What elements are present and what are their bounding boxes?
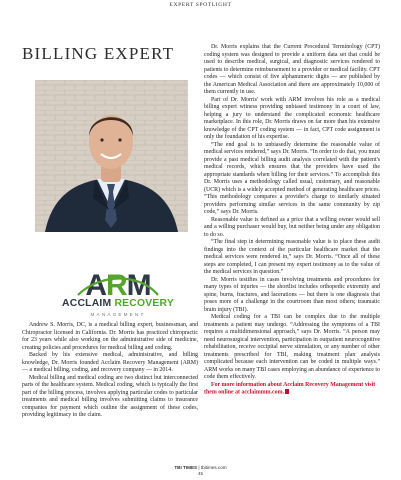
paragraph: Reasonable value is defined as a price that a willing owner would sell and a willing purchaser would buy, but neither being under any obligation to do so. [204,216,380,238]
paragraph: Dr. Morris testifies in cases involving treatments and procedures for many types of injuries — the shortlist includes orthopedic extremity and spine, burns, fractures, and lacerations — but there is one diagnosis that poses more of a challenge in the courtroom than most others; traumatic brain injury (TBI). [204,276,380,313]
cta-text[interactable]: For more information about Acclaim Recovery Management visit them online at acclaimmm.com. [204,381,376,396]
paragraph: Andrew S. Morris, DC, is a medical billing expert, businessman, and Chiropractor licensed in California. Dr. Morris has practiced chiropractic for 23 years while also working on the administrative side of medicine, creating policies and procedures for medical billing and coding. [22,322,198,351]
end-mark-icon [285,389,289,394]
logo-word-recovery: RECOVERY [114,298,174,309]
paragraph: “The final step in determining reasonable value is to place these audit findings into the context of the particular healthcare market that the medical services were rendered in,” says Dr. Morris. “Once all of these steps are completed, I can present my expert testimony as to the value of the medical services in question.” [204,239,380,275]
logo-word-acclaim: ACCLAIM [62,298,112,309]
arm-logo-mark [48,271,188,299]
paragraph: Dr. Morris explains that the Current Procedural Terminology (CPT) coding system was designed to provide a uniform data set that could be used to describe medical, surgical, and diagnostic services rendered to patients to determine reimbursement to a provider or medical facility. CPT codes — which consist of five alphanumeric digits — are published by the American Medical Association and there are approximately 10,000 of them currently in use. [204,44,380,95]
paragraph: Part of Dr. Morris' work with ARM involves his role as a medical billing expert witness providing unbiased testimony in a court of law, helping a jury to understand the complicated economic healthcare marketplace. In this role, Dr. Morris draws on far more than his extensive knowledge of the CPT coding system — in fact, CPT code assignment is only the foundation of his expertise. [204,96,380,140]
portrait-photo [35,80,188,232]
cta-link[interactable] [204,382,380,398]
paragraph: “The end goal is to unbiasedly determine the reasonable value of medical services rendered,” says Dr. Morris. “In order to do that, you must provide a past medical billing audit analysis correlated with the patient's medical records, which ensures that the providers have used the appropriate standards when billing for their services.” To accomplish this Dr. Morris uses a methodology called usual, customary, and reasonable (UCR) which is a widely accepted method of generating healthcare prices. “This methodology compares a provider's charge to similarly situated providers performing similar services in the same community by zip code,” says Dr. Morris. [204,141,381,215]
footer-brand: TBI TIMES | tbitimes.com [174,465,227,470]
article-column-left [22,322,198,420]
paragraph: Backed by his extensive medical, administrative, and billing knowledge, Dr. Morris founded Acclaim Recovery Management (ARM) — a medical billing, coding, and recovery company — in 2014. [22,352,198,373]
footer-brand-site: tbitimes.com [200,465,227,470]
paragraph: Medical billing and medical coding are two distinct but interconnected parts of the healthcare system. Medical coding, which is typically the first part of the billing process, involves applying particular codes to particular treatments and medical billing involves submitting claims to insurance companies for payment which outline the assignment of these codes, providing legitimacy to the claim. [22,374,198,418]
logo-tagline: MANAGEMENT [90,312,146,317]
page-title: BILLING EXPERT [22,44,175,63]
logo-wordmark [40,298,196,309]
section-label: EXPERT SPOTLIGHT [169,2,232,8]
paragraph: Medical coding for a TBI can be complex due to the multiple treatments a patient may undergo. “Addressing the symptoms of a TBI requires a multidimensional approach,” says Dr. Morris. “A person may need neurosurgical intervention, participation in outpatient neurocognitive rehabilitation, receive occipital nerve stimulation, or any number of other treatments prescribed for TBI, making treatment plan analysis complicated because each intervention can be coded in multiple ways.” ARM works on many TBI cases employing an abundance of experience to code them effectively. [204,314,380,380]
article-column-right [204,44,380,397]
svg-text:ARM: ARM [85,271,151,299]
footer-brand-name: TBI TIMES [174,465,198,470]
portrait-illustration [35,80,188,232]
page-number: 45 [198,471,203,476]
